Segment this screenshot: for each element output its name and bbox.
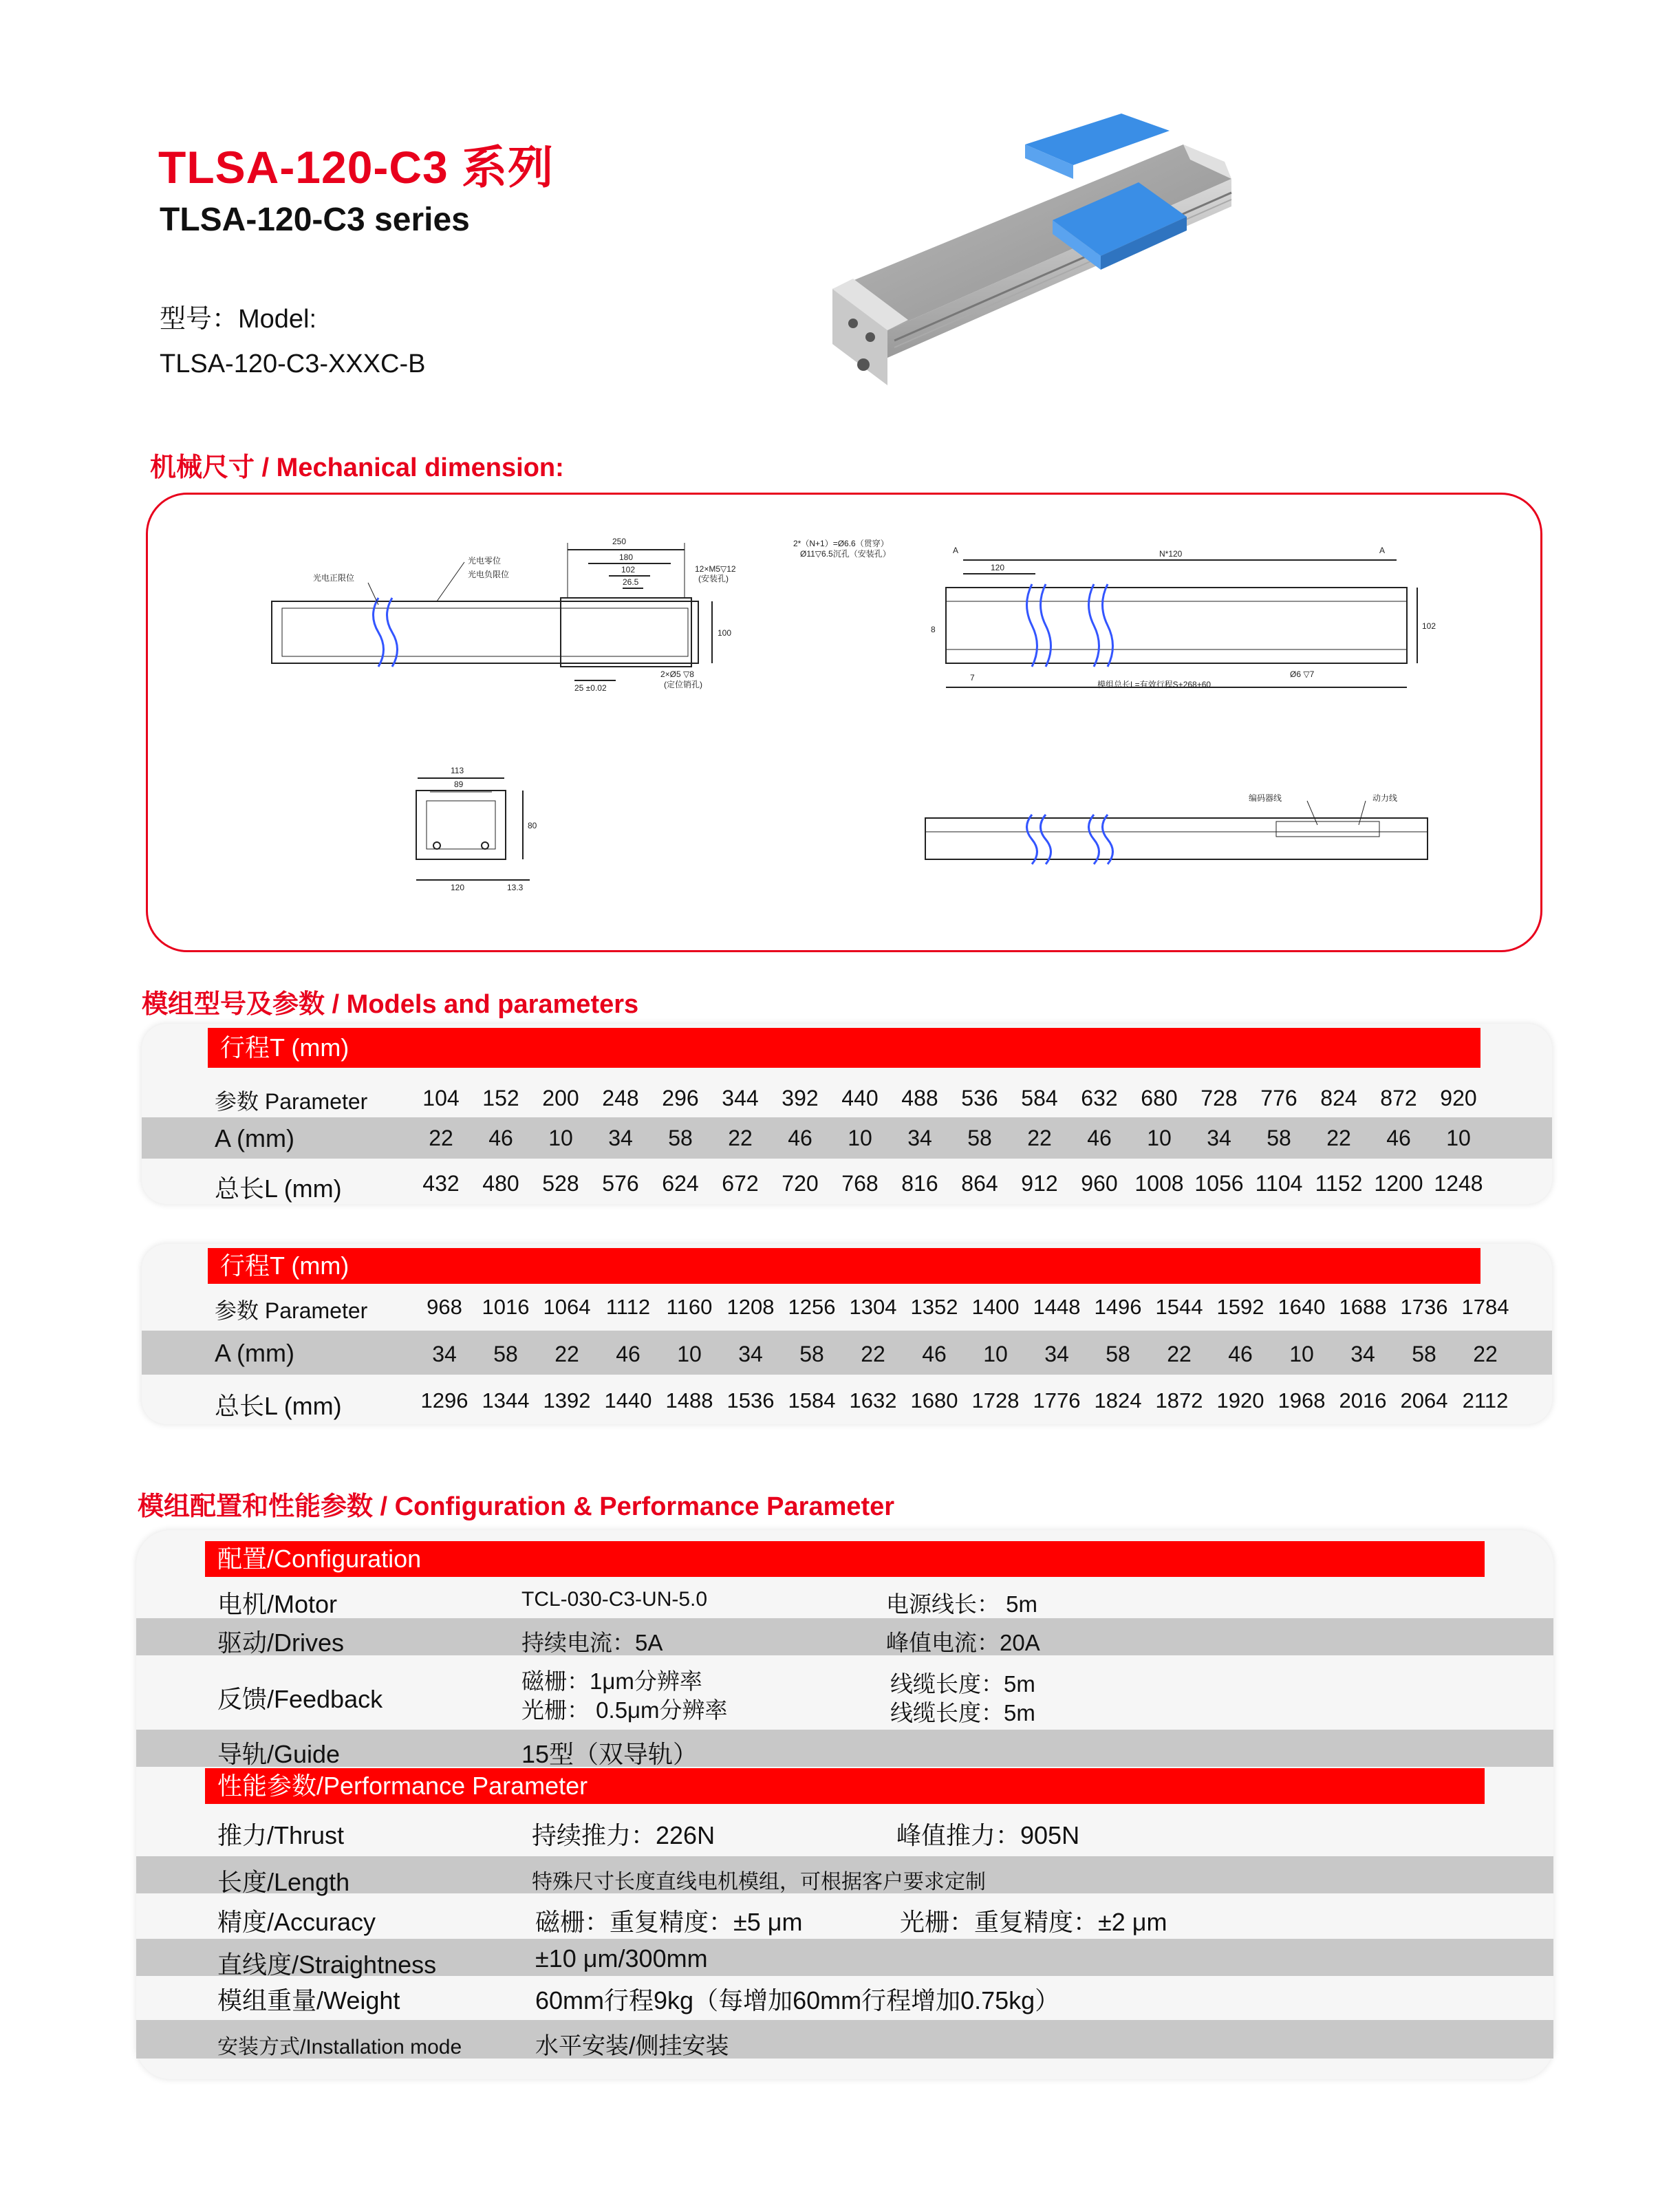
stroke-table-2 [142, 1244, 1552, 1424]
drives-continuous: 持续电流：5A [521, 1630, 663, 1655]
table-cell: 1112 [605, 1295, 651, 1319]
table-cell: 1008 [1134, 1171, 1184, 1196]
table-cell: 872 [1380, 1086, 1417, 1110]
row-label: 驱动/Drives [217, 1629, 345, 1657]
table-cell: 104 [422, 1086, 460, 1110]
row-label: 长度/Length [217, 1868, 350, 1896]
table-cell: 672 [722, 1171, 759, 1196]
table-cell: 1776 [1033, 1388, 1081, 1412]
table-cell: 728 [1200, 1086, 1238, 1110]
dim-102-side: 102 [1422, 621, 1436, 631]
table-cell: 1784 [1461, 1295, 1509, 1319]
table-cell: 912 [1021, 1171, 1058, 1196]
table-cell: 22 [429, 1126, 453, 1150]
table-cell: 22 [1326, 1126, 1351, 1150]
weight-value: 60mm行程9kg（每增加60mm行程增加0.75kg） [535, 1986, 1060, 2014]
straightness-row [136, 1939, 1553, 1979]
row-label: A (mm) [215, 1124, 294, 1152]
dim-180: 180 [619, 552, 634, 562]
model-code: TLSA-120-C3-XXXC-B [160, 350, 426, 378]
table-cell: 768 [841, 1171, 879, 1196]
table-cell: 58 [1267, 1126, 1291, 1150]
drives-peak: 峰值电流：20A [886, 1630, 1040, 1655]
row-label: 安装方式/Installation mode [217, 2036, 462, 2059]
table-cell: 34 [608, 1126, 633, 1150]
row-label: 导轨/Guide [217, 1740, 341, 1768]
install-value: 水平安装/侧挂安装 [535, 2033, 729, 2059]
table-cell: 1584 [788, 1388, 836, 1412]
table-header: 行程T (mm) [208, 1248, 1480, 1284]
limit-positive-label: 光电正限位 [313, 573, 355, 583]
section-title-mechanical: 机械尺寸 / Mechanical dimension: [150, 453, 564, 482]
page-title: TLSA-120-C3 系列 [158, 142, 554, 193]
feedback-magnetic: 磁栅：1μm分辨率 [521, 1668, 702, 1694]
table-cell: 10 [1147, 1126, 1172, 1150]
param-row [142, 1079, 1552, 1117]
table-cell: 536 [961, 1086, 998, 1110]
dim-113: 113 [451, 766, 464, 775]
table-cell: 10 [677, 1342, 702, 1366]
table-cell: 1632 [849, 1388, 897, 1412]
row-label: 参数 Parameter [215, 1089, 368, 1114]
dim-8: 8 [931, 625, 936, 634]
table-cell: 58 [967, 1126, 992, 1150]
weight-row [136, 1977, 1553, 2019]
section-title-models: 模组型号及参数 / Models and parameters [142, 990, 639, 1019]
table-cell: 34 [1044, 1342, 1069, 1366]
table-cell: 1056 [1194, 1171, 1244, 1196]
l-row [142, 1161, 1552, 1203]
limit-negative-label: 光电负限位 [468, 570, 510, 579]
row-label: 总长L (mm) [215, 1174, 342, 1203]
dim-n120: N*120 [1159, 549, 1183, 559]
param-row [142, 1288, 1552, 1326]
thrust-row [136, 1805, 1553, 1855]
table-cell: 1440 [604, 1388, 652, 1412]
dim-7: 7 [970, 673, 975, 683]
table-cell: 1592 [1216, 1295, 1264, 1319]
table-cell: 432 [422, 1171, 460, 1196]
accuracy-row [136, 1895, 1553, 1937]
row-label: 反馈/Feedback [217, 1685, 383, 1713]
row-label: A (mm) [215, 1339, 294, 1367]
table-cell: 10 [848, 1126, 872, 1150]
table-cell: 1344 [482, 1388, 530, 1412]
table-cell: 1680 [910, 1388, 958, 1412]
table-cell: 46 [1087, 1126, 1112, 1150]
thrust-continuous: 持续推力：226N [532, 1821, 715, 1849]
motor-row [136, 1580, 1553, 1617]
dim-250: 250 [612, 537, 627, 546]
dim-a-left: A [953, 546, 959, 555]
table-cell: 1728 [971, 1388, 1020, 1412]
model-label: 型号：Model: [160, 305, 317, 334]
table-cell: 58 [1412, 1342, 1436, 1366]
top-view [272, 537, 736, 693]
note-holes-2: (安装孔) [698, 574, 729, 583]
table-cell: 22 [1027, 1126, 1052, 1150]
thrust-peak: 峰值推力：905N [896, 1821, 1080, 1849]
limit-zero-label: 光电零位 [468, 556, 502, 566]
table-cell: 58 [493, 1342, 518, 1366]
row-label: 模组重量/Weight [217, 1986, 400, 2014]
table-cell: 632 [1081, 1086, 1118, 1110]
table-cell: 10 [1446, 1126, 1471, 1150]
product-image [826, 103, 1252, 399]
table-cell: 34 [907, 1126, 932, 1150]
table-cell: 1400 [971, 1295, 1020, 1319]
table-cell: 1536 [726, 1388, 775, 1412]
table-cell: 1152 [1315, 1171, 1363, 1196]
table-cell: 864 [961, 1171, 998, 1196]
feedback-optical-cable: 线缆长度：5m [890, 1700, 1035, 1726]
table-cell: 10 [983, 1342, 1008, 1366]
table-cell: 680 [1141, 1086, 1178, 1110]
dim-25: 25 ±0.02 [574, 683, 607, 693]
install-row [136, 2020, 1553, 2059]
a-row [142, 1117, 1552, 1159]
table-cell: 296 [662, 1086, 699, 1110]
table-cell: 1640 [1278, 1295, 1326, 1319]
table-cell: 22 [1473, 1342, 1498, 1366]
table-cell: 2016 [1339, 1388, 1387, 1412]
table-cell: 58 [668, 1126, 693, 1150]
dim-102: 102 [621, 565, 636, 574]
encoder-cable-label: 编码器线 [1249, 793, 1282, 803]
note-mount-holes: 2*（N+1）=Ø6.6（贯穿） [793, 539, 889, 548]
table-cell: 34 [1350, 1342, 1375, 1366]
table-cell: 22 [554, 1342, 579, 1366]
table-cell: 576 [602, 1171, 639, 1196]
table-cell: 1688 [1339, 1295, 1387, 1319]
table-cell: 968 [427, 1295, 462, 1319]
side-view [793, 538, 1436, 689]
table-cell: 776 [1260, 1086, 1297, 1110]
table-cell: 440 [841, 1086, 879, 1110]
note-mount-holes-2: Ø11▽6.5沉孔（安装孔） [800, 549, 891, 559]
table-cell: 624 [662, 1171, 699, 1196]
dim-89: 89 [454, 780, 464, 789]
table-cell: 1016 [482, 1295, 530, 1319]
length-row [136, 1856, 1553, 1896]
table-cell: 1200 [1374, 1171, 1423, 1196]
table-cell: 1352 [910, 1295, 958, 1319]
table-cell: 58 [799, 1342, 824, 1366]
dim-80: 80 [528, 821, 537, 830]
dim-13-3: 13.3 [507, 883, 524, 892]
table-cell: 584 [1021, 1086, 1058, 1110]
table-cell: 1448 [1033, 1295, 1081, 1319]
table-cell: 1248 [1434, 1171, 1483, 1196]
table-cell: 920 [1440, 1086, 1477, 1110]
table-cell: 34 [432, 1342, 457, 1366]
table-cell: 480 [482, 1171, 519, 1196]
length-value: 特殊尺寸长度直线电机模组，可根据客户要求定制 [532, 1871, 986, 1893]
note-holes: 12×M5▽12 [695, 564, 736, 574]
end-view [416, 766, 537, 892]
table-cell: 1208 [726, 1295, 775, 1319]
config-header: 配置/Configuration [205, 1541, 1485, 1577]
note-pin-2: (定位销孔) [664, 680, 702, 689]
page-subtitle: TLSA-120-C3 series [160, 202, 470, 238]
row-label: 参数 Parameter [215, 1298, 368, 1323]
dim-120: 120 [991, 563, 1005, 572]
accuracy-magnetic: 磁栅：重复精度：±5 μm [535, 1908, 803, 1936]
table-cell: 46 [1386, 1126, 1411, 1150]
dim-a-right: A [1379, 546, 1386, 555]
accuracy-optical: 光栅：重复精度：±2 μm [900, 1908, 1167, 1936]
table-cell: 392 [782, 1086, 819, 1110]
table-cell: 1824 [1094, 1388, 1142, 1412]
note-total-length: 模组总长L=有效行程S+268+60 [1097, 680, 1211, 689]
table-cell: 960 [1081, 1171, 1118, 1196]
straightness-value: ±10 μm/300mm [535, 1944, 708, 1973]
table-cell: 1256 [788, 1295, 836, 1319]
table-cell: 1064 [543, 1295, 591, 1319]
row-label: 精度/Accuracy [217, 1908, 376, 1936]
table-cell: 34 [738, 1342, 763, 1366]
table-cell: 1296 [420, 1388, 469, 1412]
table-cell: 344 [722, 1086, 759, 1110]
table-cell: 1392 [543, 1388, 591, 1412]
table-cell: 58 [1106, 1342, 1130, 1366]
table-cell: 1488 [665, 1388, 713, 1412]
table-cell: 46 [788, 1126, 812, 1150]
a-row [142, 1331, 1552, 1375]
performance-header: 性能参数/Performance Parameter [205, 1768, 1485, 1804]
table-cell: 10 [548, 1126, 573, 1150]
row-label: 推力/Thrust [217, 1821, 345, 1849]
row-label: 电机/Motor [217, 1590, 338, 1618]
table-cell: 1968 [1278, 1388, 1326, 1412]
motor-value: TCL-030-C3-UN-5.0 [521, 1588, 708, 1611]
table-cell: 720 [782, 1171, 819, 1196]
dim-100: 100 [718, 628, 732, 638]
feedback-magnetic-cable: 线缆长度：5m [890, 1671, 1035, 1697]
mechanical-drawing [146, 493, 1542, 952]
table-cell: 1872 [1155, 1388, 1203, 1412]
table-cell: 34 [1207, 1126, 1231, 1150]
table-cell: 46 [1228, 1342, 1253, 1366]
table-cell: 22 [728, 1126, 753, 1150]
config-table [136, 1530, 1553, 2079]
power-cable-label: 动力线 [1372, 793, 1398, 803]
table-cell: 528 [542, 1171, 579, 1196]
table-cell: 1920 [1216, 1388, 1264, 1412]
motor-cable: 电源线长： 5m [886, 1591, 1038, 1617]
table-cell: 1160 [666, 1295, 713, 1319]
guide-value: 15型（双导轨） [521, 1740, 698, 1768]
table-cell: 46 [616, 1342, 640, 1366]
table-cell: 10 [1289, 1342, 1314, 1366]
table-cell: 22 [861, 1342, 885, 1366]
table-cell: 152 [482, 1086, 519, 1110]
table-cell: 1544 [1155, 1295, 1203, 1319]
feedback-optical: 光栅： 0.5μm分辨率 [521, 1697, 728, 1723]
row-label: 直线度/Straightness [217, 1951, 437, 1979]
table-cell: 1304 [849, 1295, 897, 1319]
table-cell: 2112 [1462, 1388, 1509, 1412]
feedback-row [136, 1657, 1553, 1730]
table-cell: 46 [488, 1126, 513, 1150]
front-view [925, 793, 1428, 864]
table-cell: 1104 [1255, 1171, 1303, 1196]
table-cell: 816 [901, 1171, 938, 1196]
guide-row [136, 1730, 1553, 1767]
drives-row [136, 1618, 1553, 1655]
table-cell: 2064 [1400, 1388, 1448, 1412]
table-cell: 200 [542, 1086, 579, 1110]
l-row [142, 1379, 1552, 1420]
dim-26-5: 26.5 [623, 577, 639, 587]
note-d6: Ø6 ▽7 [1290, 669, 1315, 679]
table-header: 行程T (mm) [208, 1028, 1480, 1068]
table-cell: 824 [1320, 1086, 1357, 1110]
table-cell: 46 [922, 1342, 947, 1366]
section-title-config: 模组配置和性能参数 / Configuration & Performance Parameter [138, 1492, 895, 1521]
note-pin: 2×Ø5 ▽8 [660, 669, 694, 679]
table-cell: 248 [602, 1086, 639, 1110]
table-cell: 1736 [1400, 1295, 1448, 1319]
table-cell: 1496 [1094, 1295, 1142, 1319]
stroke-table-1 [142, 1024, 1552, 1204]
dim-120-end: 120 [451, 883, 465, 892]
table-cell: 22 [1167, 1342, 1192, 1366]
row-label: 总长L (mm) [215, 1392, 342, 1420]
table-cell: 488 [901, 1086, 938, 1110]
